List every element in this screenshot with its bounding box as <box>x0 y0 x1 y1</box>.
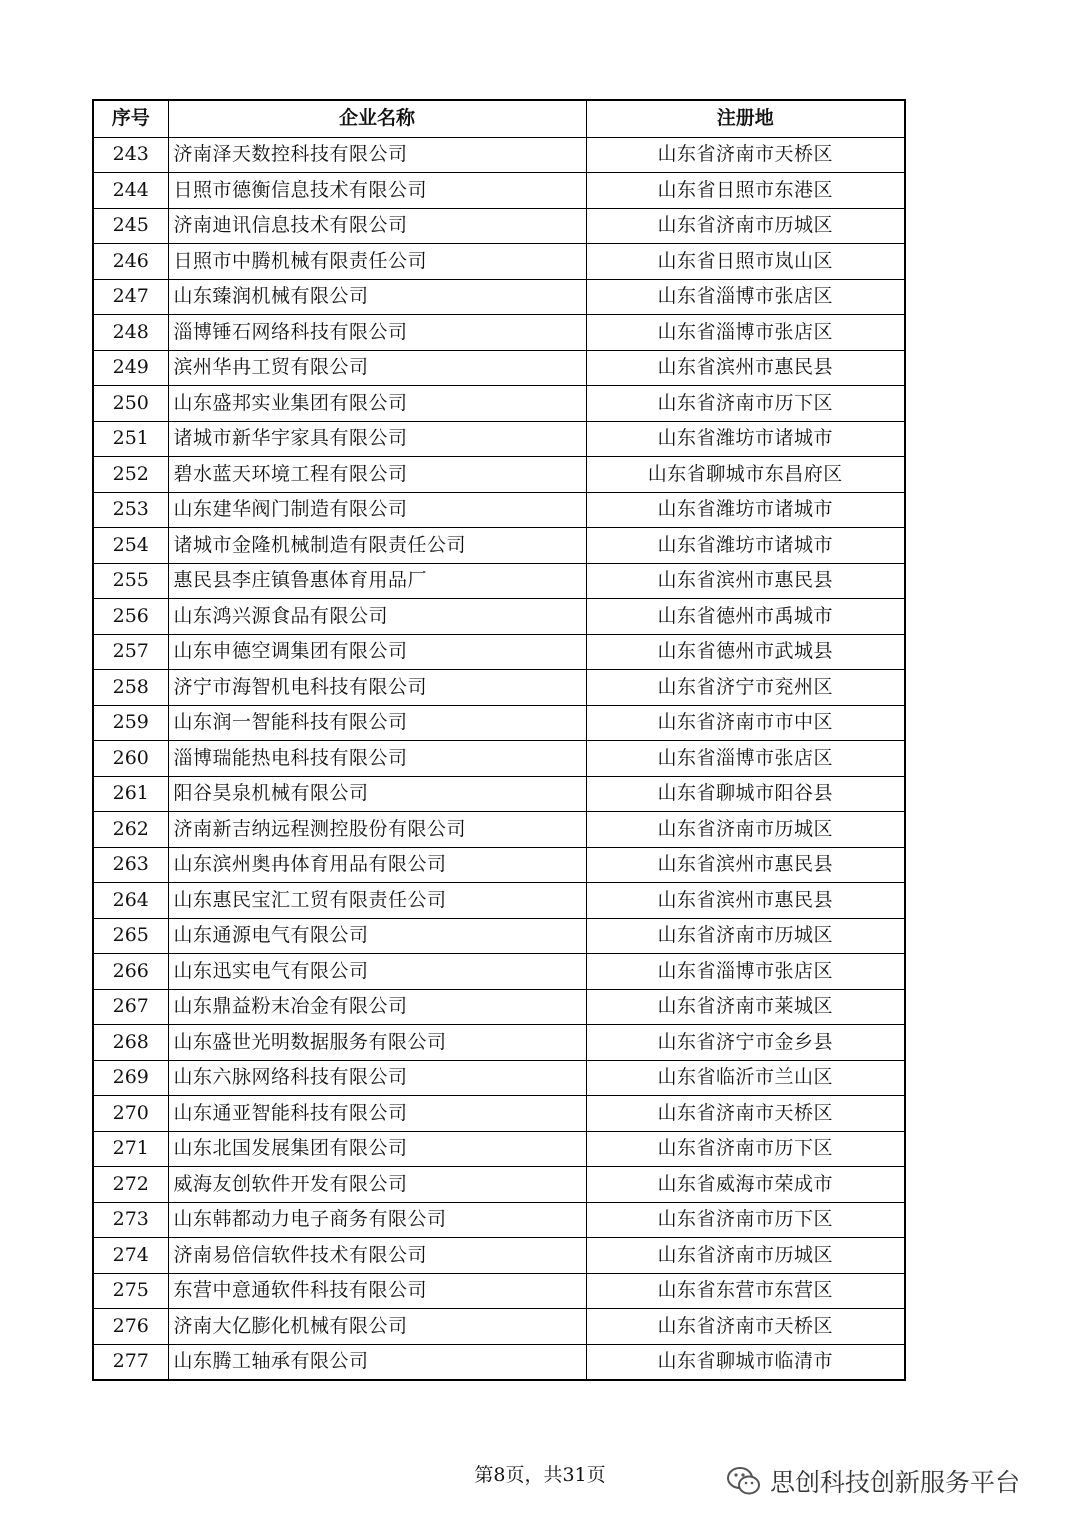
serial-cell: 252 <box>93 457 168 493</box>
company-name-cell: 山东通源电气有限公司 <box>168 918 586 954</box>
table-row <box>93 1202 905 1238</box>
company-name-cell: 山东迅实电气有限公司 <box>168 954 586 990</box>
serial-cell: 247 <box>93 279 168 315</box>
company-name-cell: 东营中意通软件科技有限公司 <box>168 1273 586 1309</box>
table-row <box>93 1309 905 1345</box>
serial-cell: 269 <box>93 1060 168 1096</box>
registered-place-cell: 山东省济南市历城区 <box>586 812 905 848</box>
serial-cell: 277 <box>93 1344 168 1380</box>
registered-place-cell: 山东省济南市历城区 <box>586 918 905 954</box>
company-name-cell: 山东臻润机械有限公司 <box>168 279 586 315</box>
registered-place-cell: 山东省滨州市惠民县 <box>586 847 905 883</box>
company-name-cell: 威海友创软件开发有限公司 <box>168 1167 586 1203</box>
serial-cell: 249 <box>93 350 168 386</box>
serial-cell: 248 <box>93 315 168 351</box>
registered-place-cell: 山东省聊城市临清市 <box>586 1344 905 1380</box>
company-name-cell: 山东盛世光明数据服务有限公司 <box>168 1025 586 1061</box>
registered-place-cell: 山东省济南市天桥区 <box>586 137 905 173</box>
table-row <box>93 1096 905 1132</box>
registered-place-cell: 山东省德州市武城县 <box>586 634 905 670</box>
table-row <box>93 812 905 848</box>
serial-cell: 250 <box>93 386 168 422</box>
company-name-cell: 济南新吉纳远程测控股份有限公司 <box>168 812 586 848</box>
registered-place-cell: 山东省济南市历城区 <box>586 208 905 244</box>
table-row <box>93 776 905 812</box>
table-body <box>93 137 905 1380</box>
serial-cell: 270 <box>93 1096 168 1132</box>
company-name-cell: 山东润一智能科技有限公司 <box>168 705 586 741</box>
table-row <box>93 1131 905 1167</box>
registered-place-cell: 山东省滨州市惠民县 <box>586 883 905 919</box>
serial-cell: 262 <box>93 812 168 848</box>
table-row <box>93 1060 905 1096</box>
registered-place-cell: 山东省淄博市张店区 <box>586 279 905 315</box>
enterprise-table-container <box>92 99 904 1381</box>
serial-cell: 260 <box>93 741 168 777</box>
company-name-cell: 山东盛邦实业集团有限公司 <box>168 386 586 422</box>
table-row <box>93 1273 905 1309</box>
header-registered-place: 注册地 <box>586 100 905 137</box>
company-name-cell: 淄博锤石网络科技有限公司 <box>168 315 586 351</box>
serial-cell: 257 <box>93 634 168 670</box>
table-row <box>93 954 905 990</box>
registered-place-cell: 山东省潍坊市诸城市 <box>586 528 905 564</box>
company-name-cell: 淄博瑞能热电科技有限公司 <box>168 741 586 777</box>
serial-cell: 254 <box>93 528 168 564</box>
serial-cell: 268 <box>93 1025 168 1061</box>
registered-place-cell: 山东省济南市天桥区 <box>586 1309 905 1345</box>
registered-place-cell: 山东省济南市天桥区 <box>586 1096 905 1132</box>
registered-place-cell: 山东省济南市莱城区 <box>586 989 905 1025</box>
registered-place-cell: 山东省淄博市张店区 <box>586 741 905 777</box>
registered-place-cell: 山东省聊城市阳谷县 <box>586 776 905 812</box>
company-name-cell: 山东通亚智能科技有限公司 <box>168 1096 586 1132</box>
header-company-name: 企业名称 <box>168 100 586 137</box>
registered-place-cell: 山东省潍坊市诸城市 <box>586 492 905 528</box>
registered-place-cell: 山东省临沂市兰山区 <box>586 1060 905 1096</box>
serial-cell: 266 <box>93 954 168 990</box>
serial-cell: 261 <box>93 776 168 812</box>
serial-cell: 267 <box>93 989 168 1025</box>
registered-place-cell: 山东省滨州市惠民县 <box>586 563 905 599</box>
table-row <box>93 599 905 635</box>
company-name-cell: 诸城市金隆机械制造有限责任公司 <box>168 528 586 564</box>
company-name-cell: 济南易倍信软件技术有限公司 <box>168 1238 586 1274</box>
serial-cell: 256 <box>93 599 168 635</box>
registered-place-cell: 山东省济南市历城区 <box>586 1238 905 1274</box>
registered-place-cell: 山东省淄博市张店区 <box>586 954 905 990</box>
table-row <box>93 563 905 599</box>
company-name-cell: 山东腾工轴承有限公司 <box>168 1344 586 1380</box>
registered-place-cell: 山东省济南市历下区 <box>586 386 905 422</box>
registered-place-cell: 山东省济宁市兖州区 <box>586 670 905 706</box>
registered-place-cell: 山东省淄博市张店区 <box>586 315 905 351</box>
serial-cell: 245 <box>93 208 168 244</box>
company-name-cell: 日照市中腾机械有限责任公司 <box>168 244 586 280</box>
serial-cell: 253 <box>93 492 168 528</box>
registered-place-cell: 山东省威海市荣成市 <box>586 1167 905 1203</box>
table-row <box>93 244 905 280</box>
page-number: 第8页，共31页 <box>474 1464 606 1486</box>
table-row <box>93 350 905 386</box>
company-name-cell: 山东惠民宝汇工贸有限责任公司 <box>168 883 586 919</box>
company-name-cell: 济南大亿膨化机械有限公司 <box>168 1309 586 1345</box>
table-row <box>93 741 905 777</box>
company-name-cell: 山东韩都动力电子商务有限公司 <box>168 1202 586 1238</box>
registered-place-cell: 山东省聊城市东昌府区 <box>586 457 905 493</box>
company-name-cell: 山东鼎益粉末冶金有限公司 <box>168 989 586 1025</box>
table-row <box>93 1344 905 1380</box>
watermark <box>726 1463 1020 1499</box>
table-row <box>93 492 905 528</box>
serial-cell: 258 <box>93 670 168 706</box>
table-row <box>93 457 905 493</box>
table-row <box>93 705 905 741</box>
company-name-cell: 滨州华冉工贸有限公司 <box>168 350 586 386</box>
company-name-cell: 日照市德衡信息技术有限公司 <box>168 173 586 209</box>
company-name-cell: 山东建华阀门制造有限公司 <box>168 492 586 528</box>
table-row <box>93 1167 905 1203</box>
registered-place-cell: 山东省潍坊市诸城市 <box>586 421 905 457</box>
table-row <box>93 173 905 209</box>
table-row <box>93 847 905 883</box>
enterprise-table <box>92 99 906 1381</box>
watermark-text: 思创科技创新服务平台 <box>770 1468 1021 1497</box>
table-row <box>93 1238 905 1274</box>
company-name-cell: 碧水蓝天环境工程有限公司 <box>168 457 586 493</box>
company-name-cell: 山东鸿兴源食品有限公司 <box>168 599 586 635</box>
serial-cell: 271 <box>93 1131 168 1167</box>
serial-cell: 243 <box>93 137 168 173</box>
table-row <box>93 634 905 670</box>
registered-place-cell: 山东省日照市东港区 <box>586 173 905 209</box>
company-name-cell: 山东申德空调集团有限公司 <box>168 634 586 670</box>
table-row <box>93 315 905 351</box>
company-name-cell: 山东北国发展集团有限公司 <box>168 1131 586 1167</box>
registered-place-cell: 山东省济南市市中区 <box>586 705 905 741</box>
registered-place-cell: 山东省滨州市惠民县 <box>586 350 905 386</box>
table-row <box>93 918 905 954</box>
registered-place-cell: 山东省德州市禹城市 <box>586 599 905 635</box>
registered-place-cell: 山东省济南市历下区 <box>586 1202 905 1238</box>
serial-cell: 265 <box>93 918 168 954</box>
serial-cell: 259 <box>93 705 168 741</box>
table-row <box>93 883 905 919</box>
company-name-cell: 诸城市新华宇家具有限公司 <box>168 421 586 457</box>
serial-cell: 255 <box>93 563 168 599</box>
serial-cell: 275 <box>93 1273 168 1309</box>
serial-cell: 273 <box>93 1202 168 1238</box>
company-name-cell: 惠民县李庄镇鲁惠体育用品厂 <box>168 563 586 599</box>
table-header-row <box>93 100 905 137</box>
serial-cell: 276 <box>93 1309 168 1345</box>
table-row <box>93 1025 905 1061</box>
table-row <box>93 989 905 1025</box>
company-name-cell: 山东滨州奥冉体育用品有限公司 <box>168 847 586 883</box>
table-row <box>93 421 905 457</box>
table-row <box>93 279 905 315</box>
company-name-cell: 济宁市海智机电科技有限公司 <box>168 670 586 706</box>
serial-cell: 264 <box>93 883 168 919</box>
registered-place-cell: 山东省济南市历下区 <box>586 1131 905 1167</box>
serial-cell: 244 <box>93 173 168 209</box>
serial-cell: 274 <box>93 1238 168 1274</box>
serial-cell: 251 <box>93 421 168 457</box>
registered-place-cell: 山东省东营市东营区 <box>586 1273 905 1309</box>
registered-place-cell: 山东省日照市岚山区 <box>586 244 905 280</box>
registered-place-cell: 山东省济宁市金乡县 <box>586 1025 905 1061</box>
company-name-cell: 济南迪讯信息技术有限公司 <box>168 208 586 244</box>
table-row <box>93 528 905 564</box>
company-name-cell: 山东六脉网络科技有限公司 <box>168 1060 586 1096</box>
table-row <box>93 670 905 706</box>
table-row <box>93 137 905 173</box>
serial-cell: 272 <box>93 1167 168 1203</box>
header-serial: 序号 <box>93 100 168 137</box>
serial-cell: 246 <box>93 244 168 280</box>
wechat-icon <box>726 1466 762 1496</box>
company-name-cell: 济南泽天数控科技有限公司 <box>168 137 586 173</box>
table-row <box>93 208 905 244</box>
serial-cell: 263 <box>93 847 168 883</box>
table-row <box>93 386 905 422</box>
company-name-cell: 阳谷昊泉机械有限公司 <box>168 776 586 812</box>
